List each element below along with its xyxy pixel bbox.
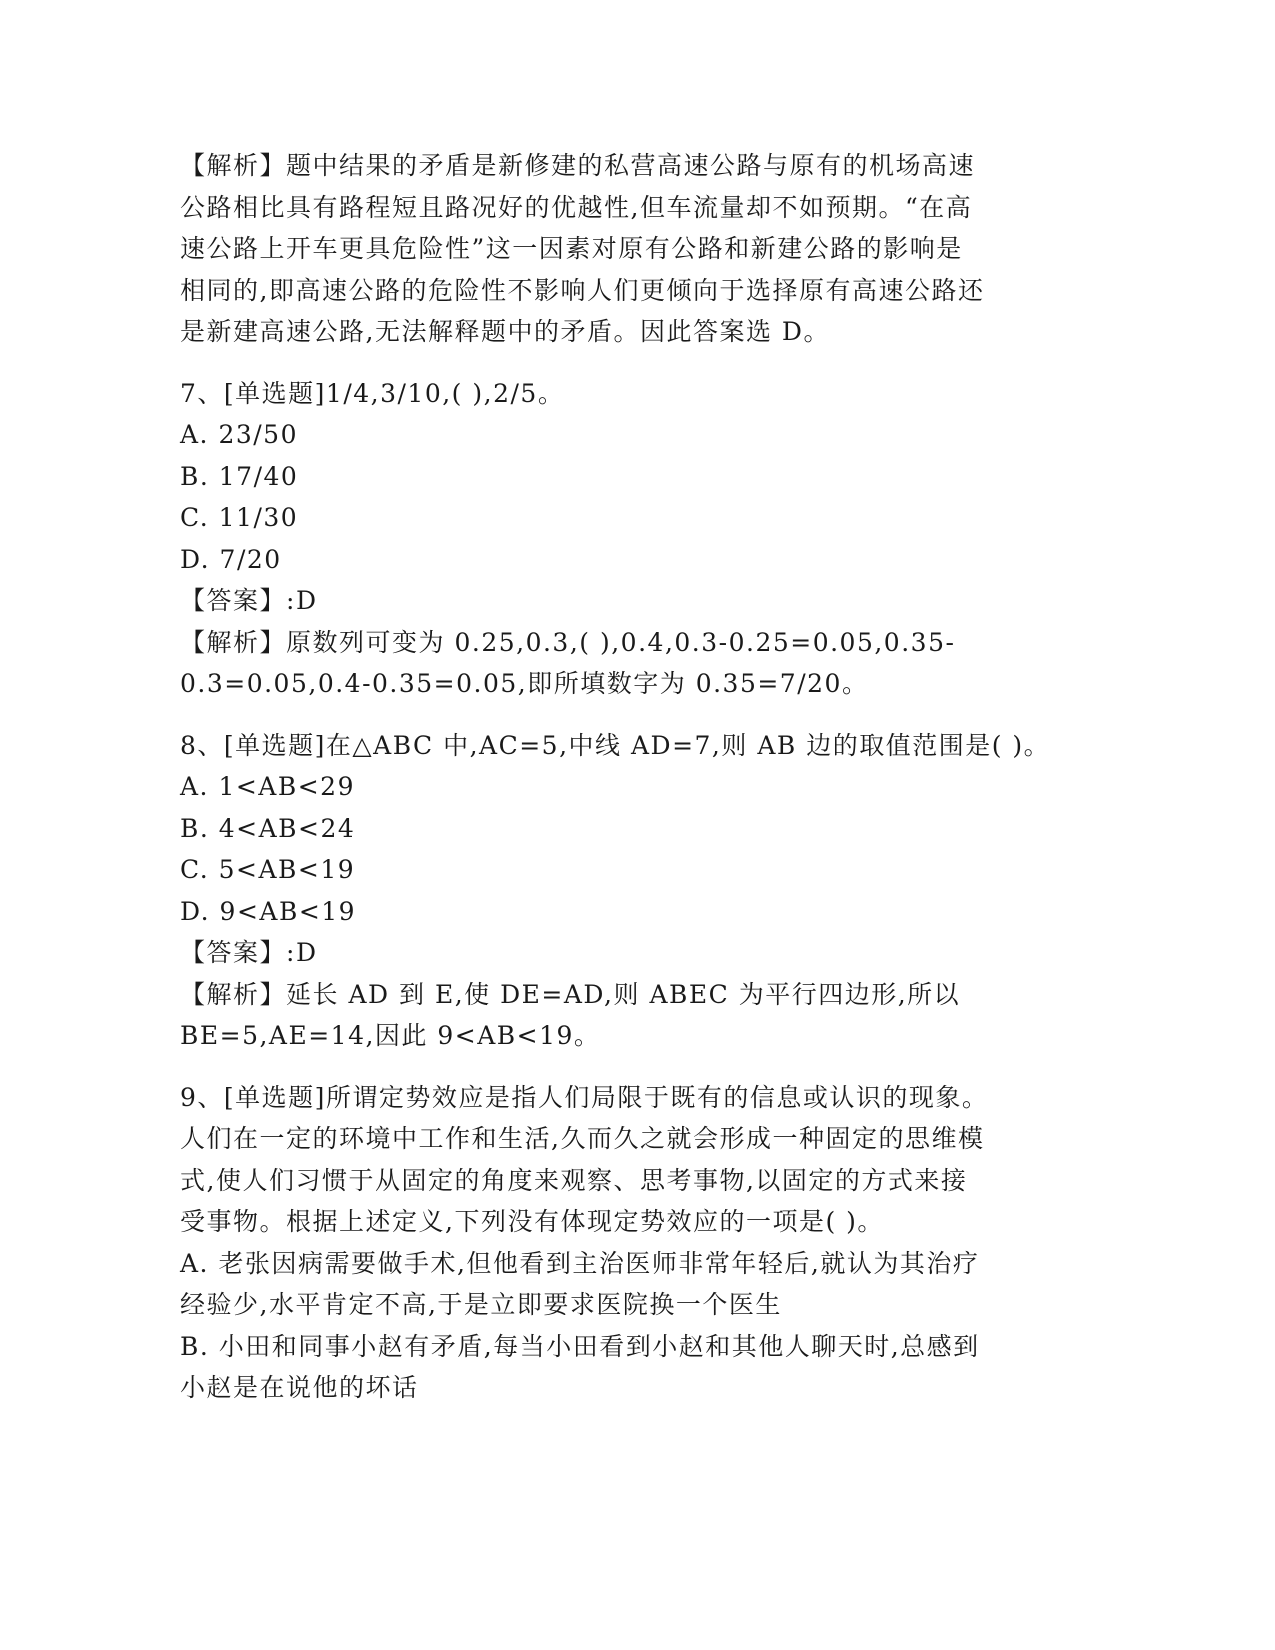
q6-analysis xyxy=(180,145,1080,353)
q8-analysis-label: 【解析】 xyxy=(180,979,287,1009)
q9-option-b-line-2: 小赵是在说他的坏话 xyxy=(180,1373,419,1402)
q7-analysis-line-2: 0.3=0.05,0.4-0.35=0.05,即所填数字为 0.35=7/20。 xyxy=(180,669,869,698)
q6-analysis-line-1: 【解析】题中结果的矛盾是新修建的私营高速公路与原有的机场高速 xyxy=(180,151,976,180)
q7-analysis-label: 【解析】 xyxy=(180,627,287,657)
q9-stem-line-3: 式,使人们习惯于从固定的角度来观察、思考事物,以固定的方式来接 xyxy=(180,1165,968,1195)
q8-answer xyxy=(180,932,1080,974)
q8-answer-value: :D xyxy=(286,938,318,967)
q9-option-a-line-1: A. 老张因病需要做手术,但他看到主治医师非常年轻后,就认为其治疗 xyxy=(180,1248,980,1278)
q9-option-b-line-1: B. 小田和同事小赵有矛盾,每当小田看到小赵和其他人聊天时,总感到 xyxy=(180,1331,980,1361)
q7-answer-label: 【答案】 xyxy=(180,586,287,615)
q6-analysis-line-3: 速公路上开车更具危险性”这一因素对原有公路和新建公路的影响是 xyxy=(180,234,963,263)
q8-option-c: C. 5<AB<19 xyxy=(180,855,356,884)
q7-option-c: C. 11/30 xyxy=(180,503,299,532)
q8-analysis-line-2: BE=5,AE=14,因此 9<AB<19。 xyxy=(180,1021,601,1050)
q8-stem: 8、[单选题]在△ABC 中,AC=5,中线 AD=7,则 AB 边的取值范围是( )。 xyxy=(180,730,1051,760)
q7-answer xyxy=(180,580,1080,622)
q8-option-d: D. 9<AB<19 xyxy=(180,896,357,926)
q9-option-a-line-2: 经验少,水平肯定不高,于是立即要求医院换一个医生 xyxy=(180,1290,782,1319)
q8-answer-label: 【答案】 xyxy=(180,938,287,967)
q6-analysis-line-2: 公路相比具有路程短且路况好的优越性,但车流量却不如预期。“在高 xyxy=(180,192,973,222)
document-page xyxy=(180,145,1080,1409)
q7-option-b: B. 17/40 xyxy=(180,461,299,491)
q6-analysis-label: 【解析】 xyxy=(180,151,287,180)
q8-option-b: B. 4<AB<24 xyxy=(180,813,356,843)
q7-stem: 7、[单选题]1/4,3/10,( ),2/5。 xyxy=(180,378,565,408)
question-9 xyxy=(180,1077,1080,1409)
q7-option-d: D. 7/20 xyxy=(180,544,282,574)
q9-stem-line-4: 受事物。根据上述定义,下列没有体现定势效应的一项是( )。 xyxy=(180,1207,884,1236)
question-7 xyxy=(180,373,1080,705)
q7-option-a: A. 23/50 xyxy=(180,420,298,449)
q8-option-a: A. 1<AB<29 xyxy=(180,772,355,801)
q9-stem-line-1: 9、[单选题]所谓定势效应是指人们局限于既有的信息或认识的现象。 xyxy=(180,1082,989,1112)
q6-analysis-line-4: 相同的,即高速公路的危险性不影响人们更倾向于选择原有高速公路还 xyxy=(180,275,985,305)
q7-analysis-line-1: 【解析】原数列可变为 0.25,0.3,( ),0.4,0.3-0.25=0.05,0.35- xyxy=(180,627,956,657)
q9-stem-line-2: 人们在一定的环境中工作和生活,久而久之就会形成一种固定的思维模 xyxy=(180,1124,985,1153)
q8-analysis-line-1: 【解析】延长 AD 到 E,使 DE=AD,则 ABEC 为平行四边形,所以 xyxy=(180,979,961,1009)
q7-answer-value: :D xyxy=(286,586,318,615)
question-8 xyxy=(180,725,1080,1057)
q6-analysis-line-5: 是新建高速公路,无法解释题中的矛盾。因此答案选 D。 xyxy=(180,317,830,346)
